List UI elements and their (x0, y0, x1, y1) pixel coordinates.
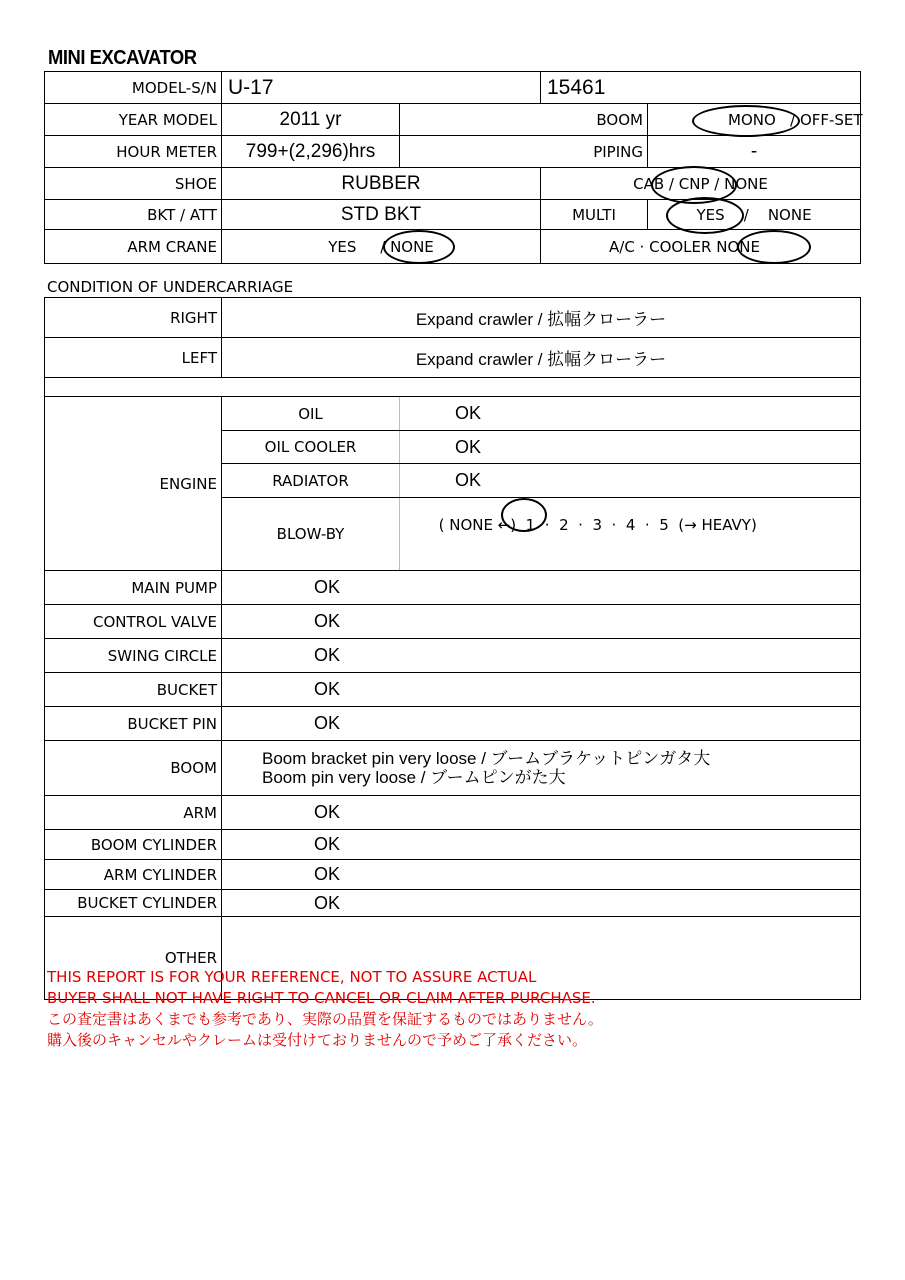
hour-meter-label: HOUR METER (45, 136, 222, 168)
arm-value: OK (222, 796, 861, 830)
boom-option-offset: OFF-SET (799, 110, 863, 129)
boom-note-line-1: Boom bracket pin very loose / ブームブラケットピンガタ大 (262, 749, 711, 768)
year-model-value: 2011 yr (222, 104, 400, 136)
bucket-pin-label: BUCKET PIN (45, 707, 222, 741)
arm-crane-option-yes: YES (328, 237, 357, 256)
machine-info-table (44, 71, 861, 264)
page-title: MINI EXCAVATOR (48, 47, 197, 69)
arm-crane-option-none: NONE (390, 237, 434, 256)
oil-value: OK (400, 397, 861, 431)
bucket-label: BUCKET (45, 673, 222, 707)
control-valve-label: CONTROL VALVE (45, 605, 222, 639)
bkt-att-value: STD BKT (222, 200, 541, 230)
disclaimer-line-1: THIS REPORT IS FOR YOUR REFERENCE, NOT TO ASSURE ACTUAL (47, 968, 537, 986)
boom-type-options (648, 104, 861, 136)
spacer-row (45, 378, 861, 397)
cab-option-none: NONE (724, 174, 768, 193)
blow-by-scale (400, 498, 861, 571)
shoe-value: RUBBER (222, 168, 541, 200)
multi-option-separator: / (743, 205, 749, 224)
ac-cooler-label: A/C · COOLER (609, 237, 712, 256)
bucket-value: OK (222, 673, 861, 707)
engine-label: ENGINE (45, 397, 222, 571)
radiator-value: OK (400, 464, 861, 498)
ac-cooler-cell (541, 230, 861, 264)
boom-type-label: BOOM (400, 104, 648, 136)
oil-cooler-value: OK (400, 431, 861, 464)
shoe-label: SHOE (45, 168, 222, 200)
boom-cylinder-value: OK (222, 830, 861, 860)
right-track-label: RIGHT (45, 298, 222, 338)
blow-by-scale-text: ( NONE ←) 1 · 2 · 3 · 4 · 5 (→ HEAVY) (438, 516, 757, 534)
hour-meter-value: 799+(2,296)hrs (222, 136, 400, 168)
arm-crane-options (222, 230, 541, 264)
swing-circle-label: SWING CIRCLE (45, 639, 222, 673)
left-track-value: Expand crawler / 拡幅クローラー (222, 338, 861, 378)
piping-label: PIPING (400, 136, 648, 168)
arm-label: ARM (45, 796, 222, 830)
condition-table (44, 297, 861, 1000)
arm-crane-label: ARM CRANE (45, 230, 222, 264)
control-valve-value: OK (222, 605, 861, 639)
disclaimer-line-2: BUYER SHALL NOT HAVE RIGHT TO CANCEL OR CLAIM AFTER PURCHASE. (47, 989, 596, 1007)
boom-note-line-2: Boom pin very loose / ブームピンがた大 (262, 768, 566, 787)
main-pump-label: MAIN PUMP (45, 571, 222, 605)
ac-cooler-value: NONE (716, 237, 760, 256)
model-sn-label: MODEL-S/N (45, 72, 222, 104)
bucket-cylinder-label: BUCKET CYLINDER (45, 890, 222, 917)
bkt-att-label: BKT / ATT (45, 200, 222, 230)
arm-cylinder-label: ARM CYLINDER (45, 860, 222, 890)
multi-option-none: NONE (767, 205, 812, 224)
cab-option-separator-2: / (714, 174, 720, 193)
disclaimer-line-3: この査定書はあくまでも参考であり、実際の品質を保証するものではありません。 (47, 1010, 603, 1028)
piping-value: - (648, 136, 861, 168)
right-track-value: Expand crawler / 拡幅クローラー (222, 298, 861, 338)
bucket-pin-value: OK (222, 707, 861, 741)
boom-label: BOOM (45, 741, 222, 796)
radiator-label: RADIATOR (222, 464, 400, 498)
boom-cylinder-label: BOOM CYLINDER (45, 830, 222, 860)
main-pump-value: OK (222, 571, 861, 605)
multi-option-yes: YES (696, 205, 725, 224)
multi-options (648, 200, 861, 230)
multi-label: MULTI (541, 200, 648, 230)
left-track-label: LEFT (45, 338, 222, 378)
swing-circle-value: OK (222, 639, 861, 673)
blow-by-label: BLOW-BY (222, 498, 400, 571)
boom-option-separator: / (790, 110, 796, 129)
undercarriage-section-label: CONDITION OF UNDERCARRIAGE (47, 278, 294, 296)
boom-notes (222, 741, 861, 796)
cab-options (541, 168, 861, 200)
disclaimer-line-4: 購入後のキャンセルやクレームは受付けておりませんので予めご了承ください。 (47, 1031, 588, 1049)
arm-cylinder-value: OK (222, 860, 861, 890)
cab-option-cnp: CNP (678, 174, 710, 193)
serial-value: 15461 (541, 72, 861, 104)
boom-option-mono: MONO (728, 110, 776, 129)
cab-option-cab: CAB (633, 174, 665, 193)
other-label: OTHER (45, 917, 222, 1000)
bucket-cylinder-value: OK (222, 890, 861, 917)
model-value: U-17 (222, 72, 541, 104)
arm-crane-option-separator: / (380, 237, 386, 256)
year-model-label: YEAR MODEL (45, 104, 222, 136)
cab-option-separator: / (668, 174, 674, 193)
disclaimer (47, 967, 603, 1051)
oil-label: OIL (222, 397, 400, 431)
oil-cooler-label: OIL COOLER (222, 431, 400, 464)
